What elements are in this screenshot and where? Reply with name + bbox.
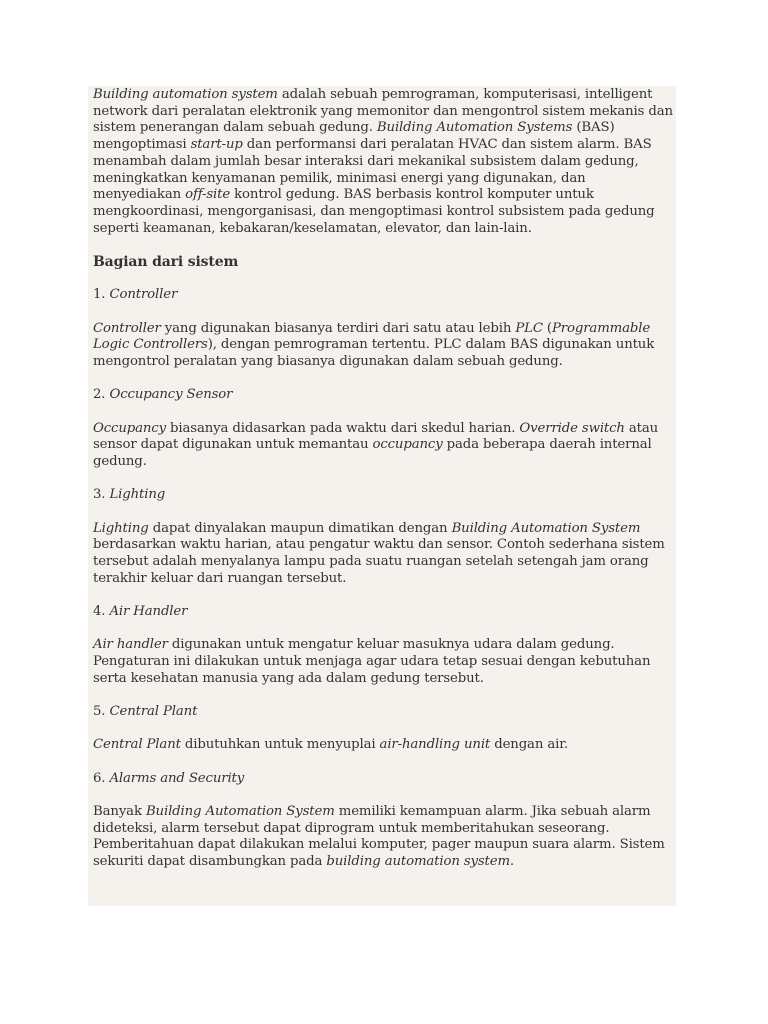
item-heading-controller: 1. Controller: [93, 287, 178, 303]
section-title: Bagian dari sistem: [93, 253, 239, 270]
item-body-lighting: Lighting dapat dinyalakan maupun dimatikan dengan Building Automation System berdasarkan waktu harian, atau pengatur waktu dan sensor. Contoh sederhana sistem tersebut adalah menyalanya lampu pada suatu ruangan setelah setengah jam orang terakhir keluar dari ruangan tersebut.: [93, 520, 665, 586]
item-body-air-handler: Air handler digunakan untuk mengatur keluar masuknya udara dalam gedung. Pengaturan ini dilakukan untuk menjaga agar udara tetap sesuai dengan kebutuhan serta kesehatan manusia yang ada dalam gedung tersebut.: [93, 637, 651, 686]
item-heading-air-handler: 4. Air Handler: [93, 603, 188, 619]
item-heading-lighting: 3. Lighting: [93, 487, 166, 503]
document-body: [88, 86, 676, 906]
item-body-occupancy-sensor: Occupancy biasanya didasarkan pada waktu dari skedul harian. Override switch atau sensor dapat digunakan untuk memantau occupancy pada beberapa daerah internal gedung.: [93, 420, 659, 469]
item-heading-central-plant: 5. Central Plant: [93, 703, 198, 719]
item-heading-alarms-and-security: 6. Alarms and Security: [93, 770, 245, 786]
item-heading-occupancy-sensor: 2. Occupancy Sensor: [93, 387, 233, 403]
intro-paragraph: Building automation system adalah sebuah pemrograman, komputerisasi, intelligent network dari peralatan elektronik yang memonitor dan mengontrol sistem mekanis dan sistem penerangan dalam sebuah gedung. Building Automation Systems (BAS) mengoptimasi start-up dan performansi dari peralatan HVAC dan sistem alarm. BAS menambah dalam jumlah besar interaksi dari mekanikal subsistem dalam gedung, meningkatkan kenyamanan pemilik, minimasi energi yang digunakan, dan menyediakan off-site kontrol gedung. BAS berbasis kontrol komputer untuk mengkoordinasi, mengorganisasi, dan mengoptimasi kontrol subsistem pada gedung seperti keamanan, kebakaran/keselamatan, elevator, dan lain-lain.: [93, 87, 673, 236]
item-body-alarms-and-security: Banyak Building Automation System memiliki kemampuan alarm. Jika sebuah alarm dideteksi, alarm tersebut dapat diprogram untuk memberitahukan seseorang. Pemberitahuan dapat dilakukan melalui komputer, pager maupun suara alarm. Sistem sekuriti dapat disambungkan pada building automation system.: [93, 803, 665, 869]
item-body-controller: Controller yang digunakan biasanya terdiri dari satu atau lebih PLC (Programmable Logic Controllers), dengan pemrograman tertentu. PLC dalam BAS digunakan untuk mengontrol peralatan yang biasanya digunakan dalam sebuah gedung.: [93, 320, 655, 369]
item-body-central-plant: Central Plant dibutuhkan untuk menyuplai air-handling unit dengan air.: [93, 737, 569, 753]
